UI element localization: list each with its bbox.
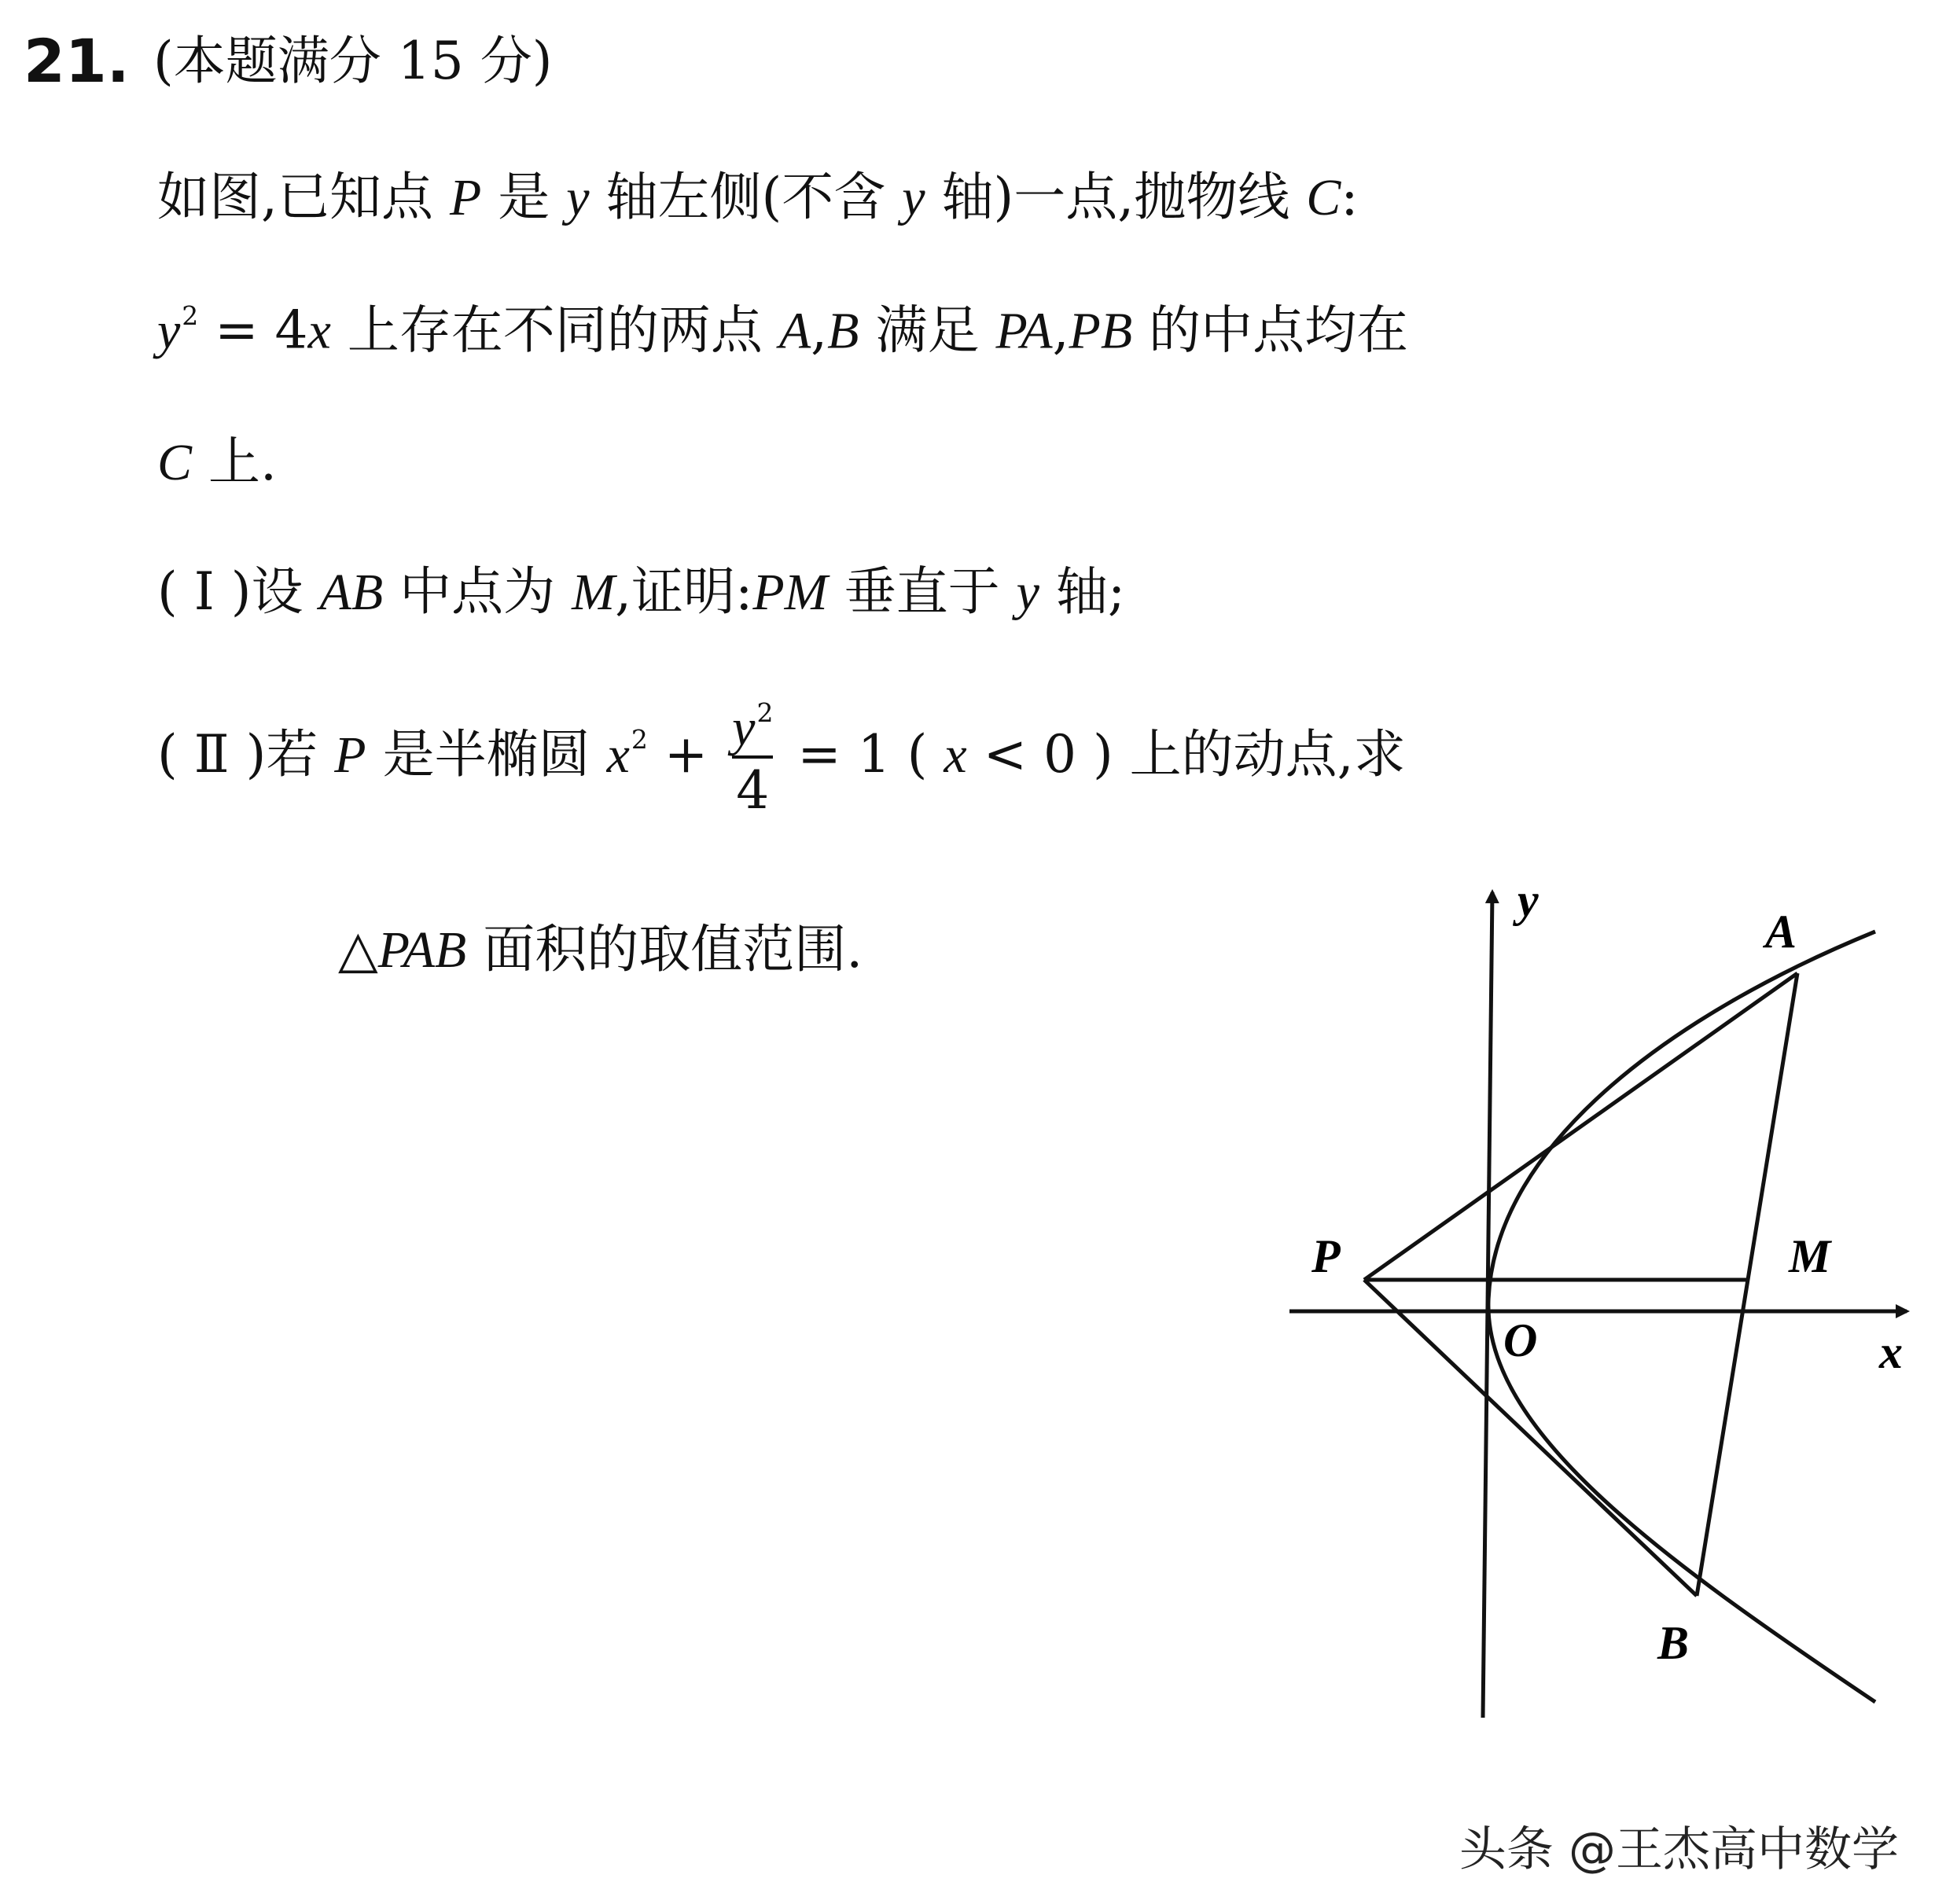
label-A: A <box>1765 906 1797 958</box>
text: + <box>647 724 725 785</box>
text: : <box>1341 167 1359 227</box>
text: 是半椭圆 <box>366 724 607 785</box>
var-y: y <box>732 699 756 757</box>
var-AB: AB <box>319 564 384 621</box>
label-origin: O <box>1503 1314 1538 1366</box>
exponent: 2 <box>756 697 774 728</box>
var-A: A <box>778 302 811 360</box>
text: 是 <box>481 167 567 227</box>
var-P: P <box>449 169 482 226</box>
text: < 0 ) 上的动点,求 <box>966 724 1406 785</box>
text: 面积的取值范围. <box>466 919 863 980</box>
triangle-symbol: △ <box>338 919 378 980</box>
segment-PA <box>1364 973 1797 1280</box>
var-x: x <box>606 726 630 785</box>
var-C: C <box>1306 169 1341 226</box>
var-y: y <box>566 169 590 226</box>
parabola-curve <box>1488 932 1875 1702</box>
label-B: B <box>1657 1617 1690 1669</box>
var-B: B <box>827 302 859 360</box>
text: = 1 ( <box>781 724 944 785</box>
text: 上. <box>192 432 277 492</box>
label-x-axis: x <box>1879 1326 1903 1378</box>
var-PM: PM <box>752 564 828 621</box>
text: 垂直于 <box>827 561 1017 622</box>
var-y: y <box>1016 564 1039 621</box>
var-PAB: PAB <box>377 921 467 979</box>
exponent: 2 <box>182 300 199 331</box>
text: 中点为 <box>383 561 572 622</box>
text: ( Ⅰ )设 <box>157 561 320 622</box>
var-C: C <box>157 434 193 491</box>
label-y-axis: y <box>1517 874 1539 926</box>
text: 上存在不同的两点 <box>330 300 779 361</box>
exponent: 2 <box>631 724 648 755</box>
var-y: y <box>902 169 925 226</box>
var-PB: PB <box>1069 302 1133 360</box>
text: ( Ⅱ )若 <box>157 724 335 785</box>
question-number: 21. <box>24 26 130 96</box>
text: 如图,已知点 <box>157 167 450 227</box>
var-y: y <box>157 302 181 360</box>
var-x: x <box>944 726 967 785</box>
text: 满足 <box>859 300 996 361</box>
segment-AB <box>1697 973 1797 1596</box>
text: , <box>811 300 828 361</box>
text: 轴左侧(不含 <box>589 167 903 227</box>
var-PA: PA <box>995 302 1053 360</box>
var-x: x <box>307 302 331 360</box>
points-note: (本题满分 15 分) <box>153 31 553 91</box>
fraction-denominator: 4 <box>732 755 773 818</box>
var-P: P <box>334 726 366 785</box>
text: ,证明: <box>615 561 753 622</box>
text: , <box>1052 300 1069 361</box>
label-M: M <box>1789 1230 1831 1282</box>
text: 轴)一点,抛物线 <box>925 167 1307 227</box>
watermark: 头条 @王杰高中数学 <box>1459 1822 1899 1877</box>
text: 的中点均在 <box>1132 300 1409 361</box>
var-M: M <box>572 564 616 621</box>
label-P: P <box>1311 1230 1341 1282</box>
text: = 4 <box>198 300 308 361</box>
text: 轴; <box>1039 561 1126 622</box>
